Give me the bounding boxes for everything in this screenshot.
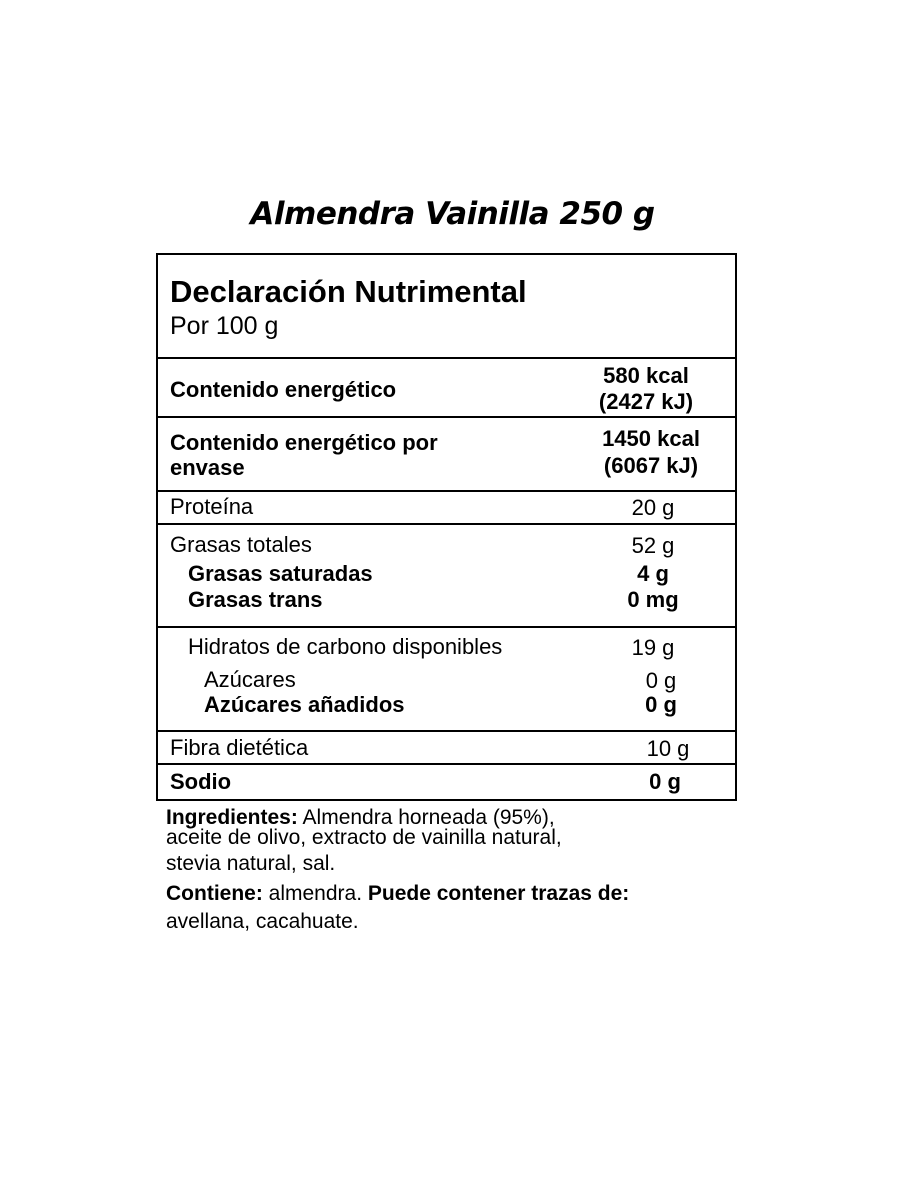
contains-label: Contiene: [166, 882, 263, 905]
ingredients-line-2: aceite de olivo, extracto de vainilla natural, [166, 826, 562, 849]
traces-text: avellana, cacahuate. [166, 910, 359, 933]
panel-subheading: Por 100 g [170, 312, 279, 340]
fiber-label: Fibra dietética [170, 735, 309, 760]
sodium-row [158, 765, 735, 799]
sugars-value: 0 g [645, 668, 677, 693]
fat-value: 52 g [631, 533, 675, 558]
allergens-line [166, 882, 766, 906]
product-title: Almendra Vainilla 250 g [250, 196, 655, 232]
saturated-fat-label: Grasas saturadas [188, 561, 373, 586]
energy-pack-kcal: 1450 kcal [602, 426, 700, 451]
trans-fat-value: 0 mg [627, 587, 679, 612]
carbs-row [158, 628, 735, 732]
protein-label: Proteína [170, 494, 254, 519]
energy-pack-row [158, 418, 735, 492]
panel-header [158, 255, 735, 359]
energy-pack-label-line2: envase [170, 455, 245, 480]
nutrition-facts-panel [156, 253, 737, 801]
traces-label: Puede contener trazas de: [367, 882, 630, 905]
carbs-label: Hidratos de carbono disponibles [188, 634, 503, 659]
carbs-value: 19 g [631, 635, 675, 660]
added-sugars-value: 0 g [645, 692, 677, 717]
protein-row [158, 492, 735, 525]
sodium-value: 0 g [649, 769, 681, 794]
energy-label: Contenido energético [170, 377, 397, 402]
energy-row [158, 359, 735, 418]
contains-text: almendra. [262, 882, 368, 905]
trans-fat-label: Grasas trans [188, 587, 323, 612]
ingredients-label: Ingredientes: [166, 806, 298, 829]
saturated-fat-value: 4 g [637, 561, 669, 586]
ingredients-block [166, 806, 766, 934]
fiber-value: 10 g [646, 736, 690, 761]
ingredients-line-3: stevia natural, sal. [166, 852, 336, 875]
energy-pack-label-line1: Contenido energético por [170, 430, 438, 455]
fat-row [158, 525, 735, 628]
panel-heading: Declaración Nutrimental [170, 274, 527, 309]
fat-label: Grasas totales [170, 532, 312, 557]
sugars-label: Azúcares [204, 667, 296, 692]
energy-kj: (2427 kJ) [598, 389, 694, 414]
ingredients-text-1: Almendra horneada (95%), [297, 806, 555, 829]
fiber-row [158, 732, 735, 765]
energy-kcal: 580 kcal [603, 363, 689, 388]
energy-pack-kj: (6067 kJ) [603, 453, 699, 478]
added-sugars-label: Azúcares añadidos [204, 692, 405, 717]
protein-value: 20 g [631, 495, 675, 520]
sodium-label: Sodio [170, 769, 232, 794]
